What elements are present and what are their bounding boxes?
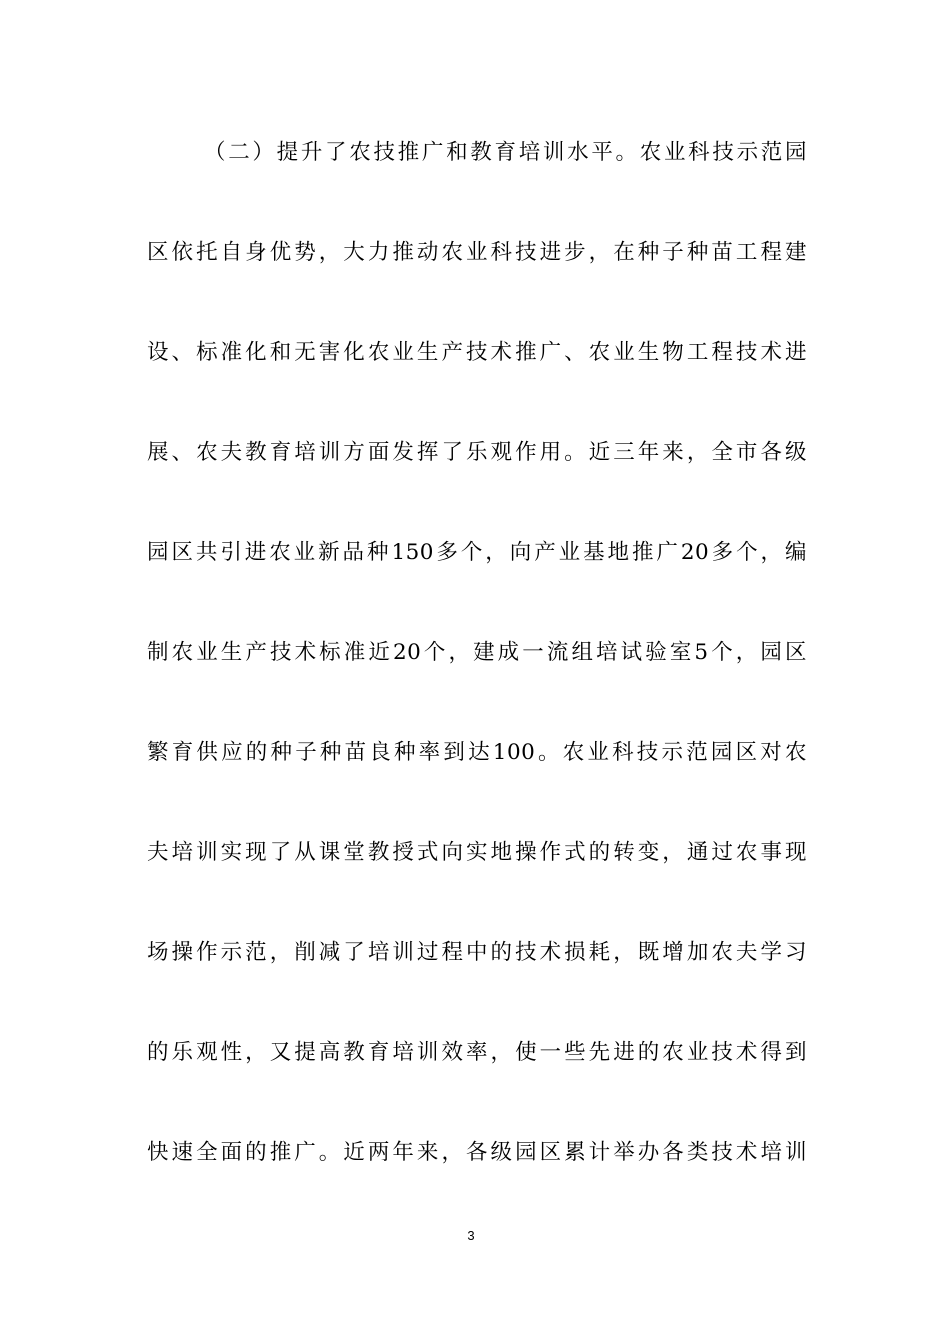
text-line: 的乐观性，又提高教育培训效率，使一些先进的农业技术得到 [147,1040,807,1065]
body-paragraph [147,128,807,1228]
text-line: 区依托自身优势，大力推动农业科技进步，在种子种苗工程建 [147,240,807,265]
text-line: 快速全面的推广。近两年来，各级园区累计举办各类技术培训 [147,1140,807,1165]
text-line: 繁育供应的种子种苗良种率到达100。农业科技示范园区对农 [147,740,807,765]
text-line: 园区共引进农业新品种150多个，向产业基地推广20多个，编 [147,540,807,565]
text-line: （二）提升了农技推广和教育培训水平。农业科技示范园 [204,140,807,165]
text-line: 制农业生产技术标准近20个，建成一流组培试验室5个，园区 [147,640,807,665]
page-number: 3 [467,1228,475,1243]
text-line: 场操作示范，削减了培训过程中的技术损耗，既增加农夫学习 [147,940,807,965]
text-line: 夫培训实现了从课堂教授式向实地操作式的转变，通过农事现 [147,840,807,865]
text-line: 展、农夫教育培训方面发挥了乐观作用。近三年来，全市各级 [147,440,807,465]
text-line: 设、标准化和无害化农业生产技术推广、农业生物工程技术进 [147,340,807,365]
